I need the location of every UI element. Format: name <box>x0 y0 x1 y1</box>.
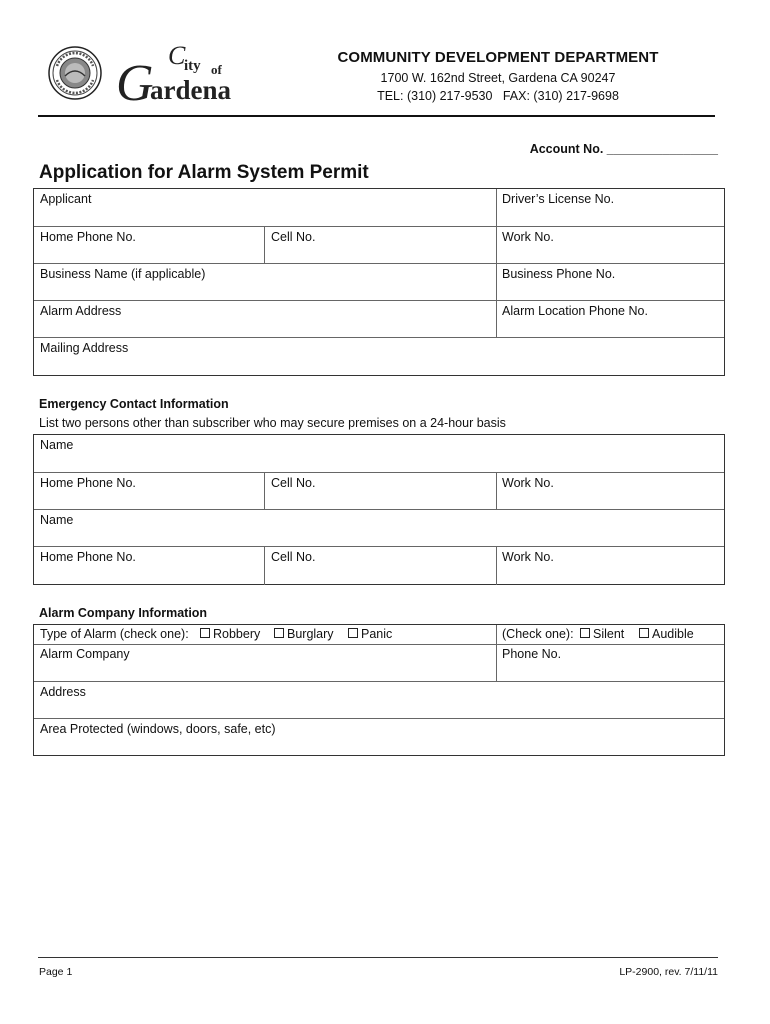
contact2-name-field[interactable]: Name <box>40 513 74 527</box>
city-of-gardena-logo <box>112 44 247 104</box>
applicant-table <box>33 188 725 376</box>
panic-option[interactable]: Panic <box>348 627 392 641</box>
alarm-company-phone-field[interactable]: Phone No. <box>502 647 562 661</box>
burglary-option[interactable]: Burglary <box>274 627 334 641</box>
mailing-address-row <box>34 337 724 376</box>
applicant-row <box>34 189 724 226</box>
mailing-address-field[interactable]: Mailing Address <box>40 341 129 355</box>
alarm-address-field[interactable]: Alarm Address <box>40 304 122 318</box>
contact1-name-row <box>34 435 724 472</box>
contact2-home-phone-field[interactable]: Home Phone No. <box>40 550 136 564</box>
footer-divider <box>38 957 718 958</box>
emergency-contact-table <box>33 434 725 585</box>
business-name-field[interactable]: Business Name (if applicable) <box>40 267 206 281</box>
alarm-company-address-row <box>34 681 724 719</box>
form-title: Application for Alarm System Permit <box>39 162 369 183</box>
area-protected-row <box>34 718 724 756</box>
svg-text:ardena: ardena <box>150 75 231 104</box>
robbery-checkbox[interactable] <box>200 628 210 638</box>
svg-text:C: C <box>168 44 186 70</box>
alarm-company-heading: Alarm Company Information <box>39 606 208 620</box>
alarm-type-label: Type of Alarm (check one): <box>40 627 189 641</box>
svg-text:ity: ity <box>184 58 201 74</box>
phone-row <box>34 226 724 264</box>
area-protected-field[interactable]: Area Protected (windows, doors, safe, etc) <box>40 722 276 736</box>
robbery-option[interactable]: Robbery <box>200 627 260 641</box>
audible-option[interactable]: Audible <box>639 627 694 641</box>
department-address: 1700 W. 162nd Street, Gardena CA 90247 <box>380 71 616 85</box>
svg-text:G: G <box>116 55 154 104</box>
applicant-field[interactable]: Applicant <box>40 192 92 206</box>
contact2-phone-row <box>34 546 724 585</box>
business-phone-field[interactable]: Business Phone No. <box>502 267 616 281</box>
contact1-cell-field[interactable]: Cell No. <box>271 476 316 490</box>
emergency-contact-note: List two persons other than subscriber who may secure premises on a 24-hour basis <box>39 416 506 430</box>
contact1-name-field[interactable]: Name <box>40 438 74 452</box>
home-phone-field[interactable]: Home Phone No. <box>40 230 136 244</box>
department-name: COMMUNITY DEVELOPMENT DEPARTMENT <box>337 49 659 66</box>
work-phone-field[interactable]: Work No. <box>502 230 554 244</box>
page-number: Page 1 <box>39 966 73 978</box>
cell-phone-field[interactable]: Cell No. <box>271 230 316 244</box>
city-seal-icon <box>48 46 102 100</box>
alarm-company-row <box>34 644 724 682</box>
signal-type-label: (Check one): <box>502 627 574 641</box>
alarm-type-row <box>34 625 724 644</box>
drivers-license-field[interactable]: Driver’s License No. <box>502 192 615 206</box>
audible-checkbox[interactable] <box>639 628 649 638</box>
alarm-address-row <box>34 300 724 338</box>
account-number-field[interactable]: Account No. ________________ <box>529 142 718 156</box>
panic-checkbox[interactable] <box>348 628 358 638</box>
contact2-name-row <box>34 509 724 547</box>
contact2-cell-field[interactable]: Cell No. <box>271 550 316 564</box>
business-row <box>34 263 724 301</box>
department-contact: TEL: (310) 217-9530 FAX: (310) 217-9698 <box>377 89 619 103</box>
form-revision-code: LP-2900, rev. 7/11/11 <box>619 966 718 978</box>
contact1-phone-row <box>34 472 724 510</box>
alarm-company-table <box>33 624 725 756</box>
burglary-checkbox[interactable] <box>274 628 284 638</box>
svg-text:of: of <box>211 62 222 77</box>
emergency-contact-heading: Emergency Contact Information <box>39 397 229 411</box>
contact1-work-field[interactable]: Work No. <box>502 476 554 490</box>
header-divider <box>38 115 715 117</box>
silent-option[interactable]: Silent <box>580 627 624 641</box>
contact1-home-phone-field[interactable]: Home Phone No. <box>40 476 136 490</box>
alarm-location-phone-field[interactable]: Alarm Location Phone No. <box>502 304 648 318</box>
alarm-company-address-field[interactable]: Address <box>40 685 86 699</box>
alarm-company-field[interactable]: Alarm Company <box>40 647 130 661</box>
silent-checkbox[interactable] <box>580 628 590 638</box>
contact2-work-field[interactable]: Work No. <box>502 550 554 564</box>
